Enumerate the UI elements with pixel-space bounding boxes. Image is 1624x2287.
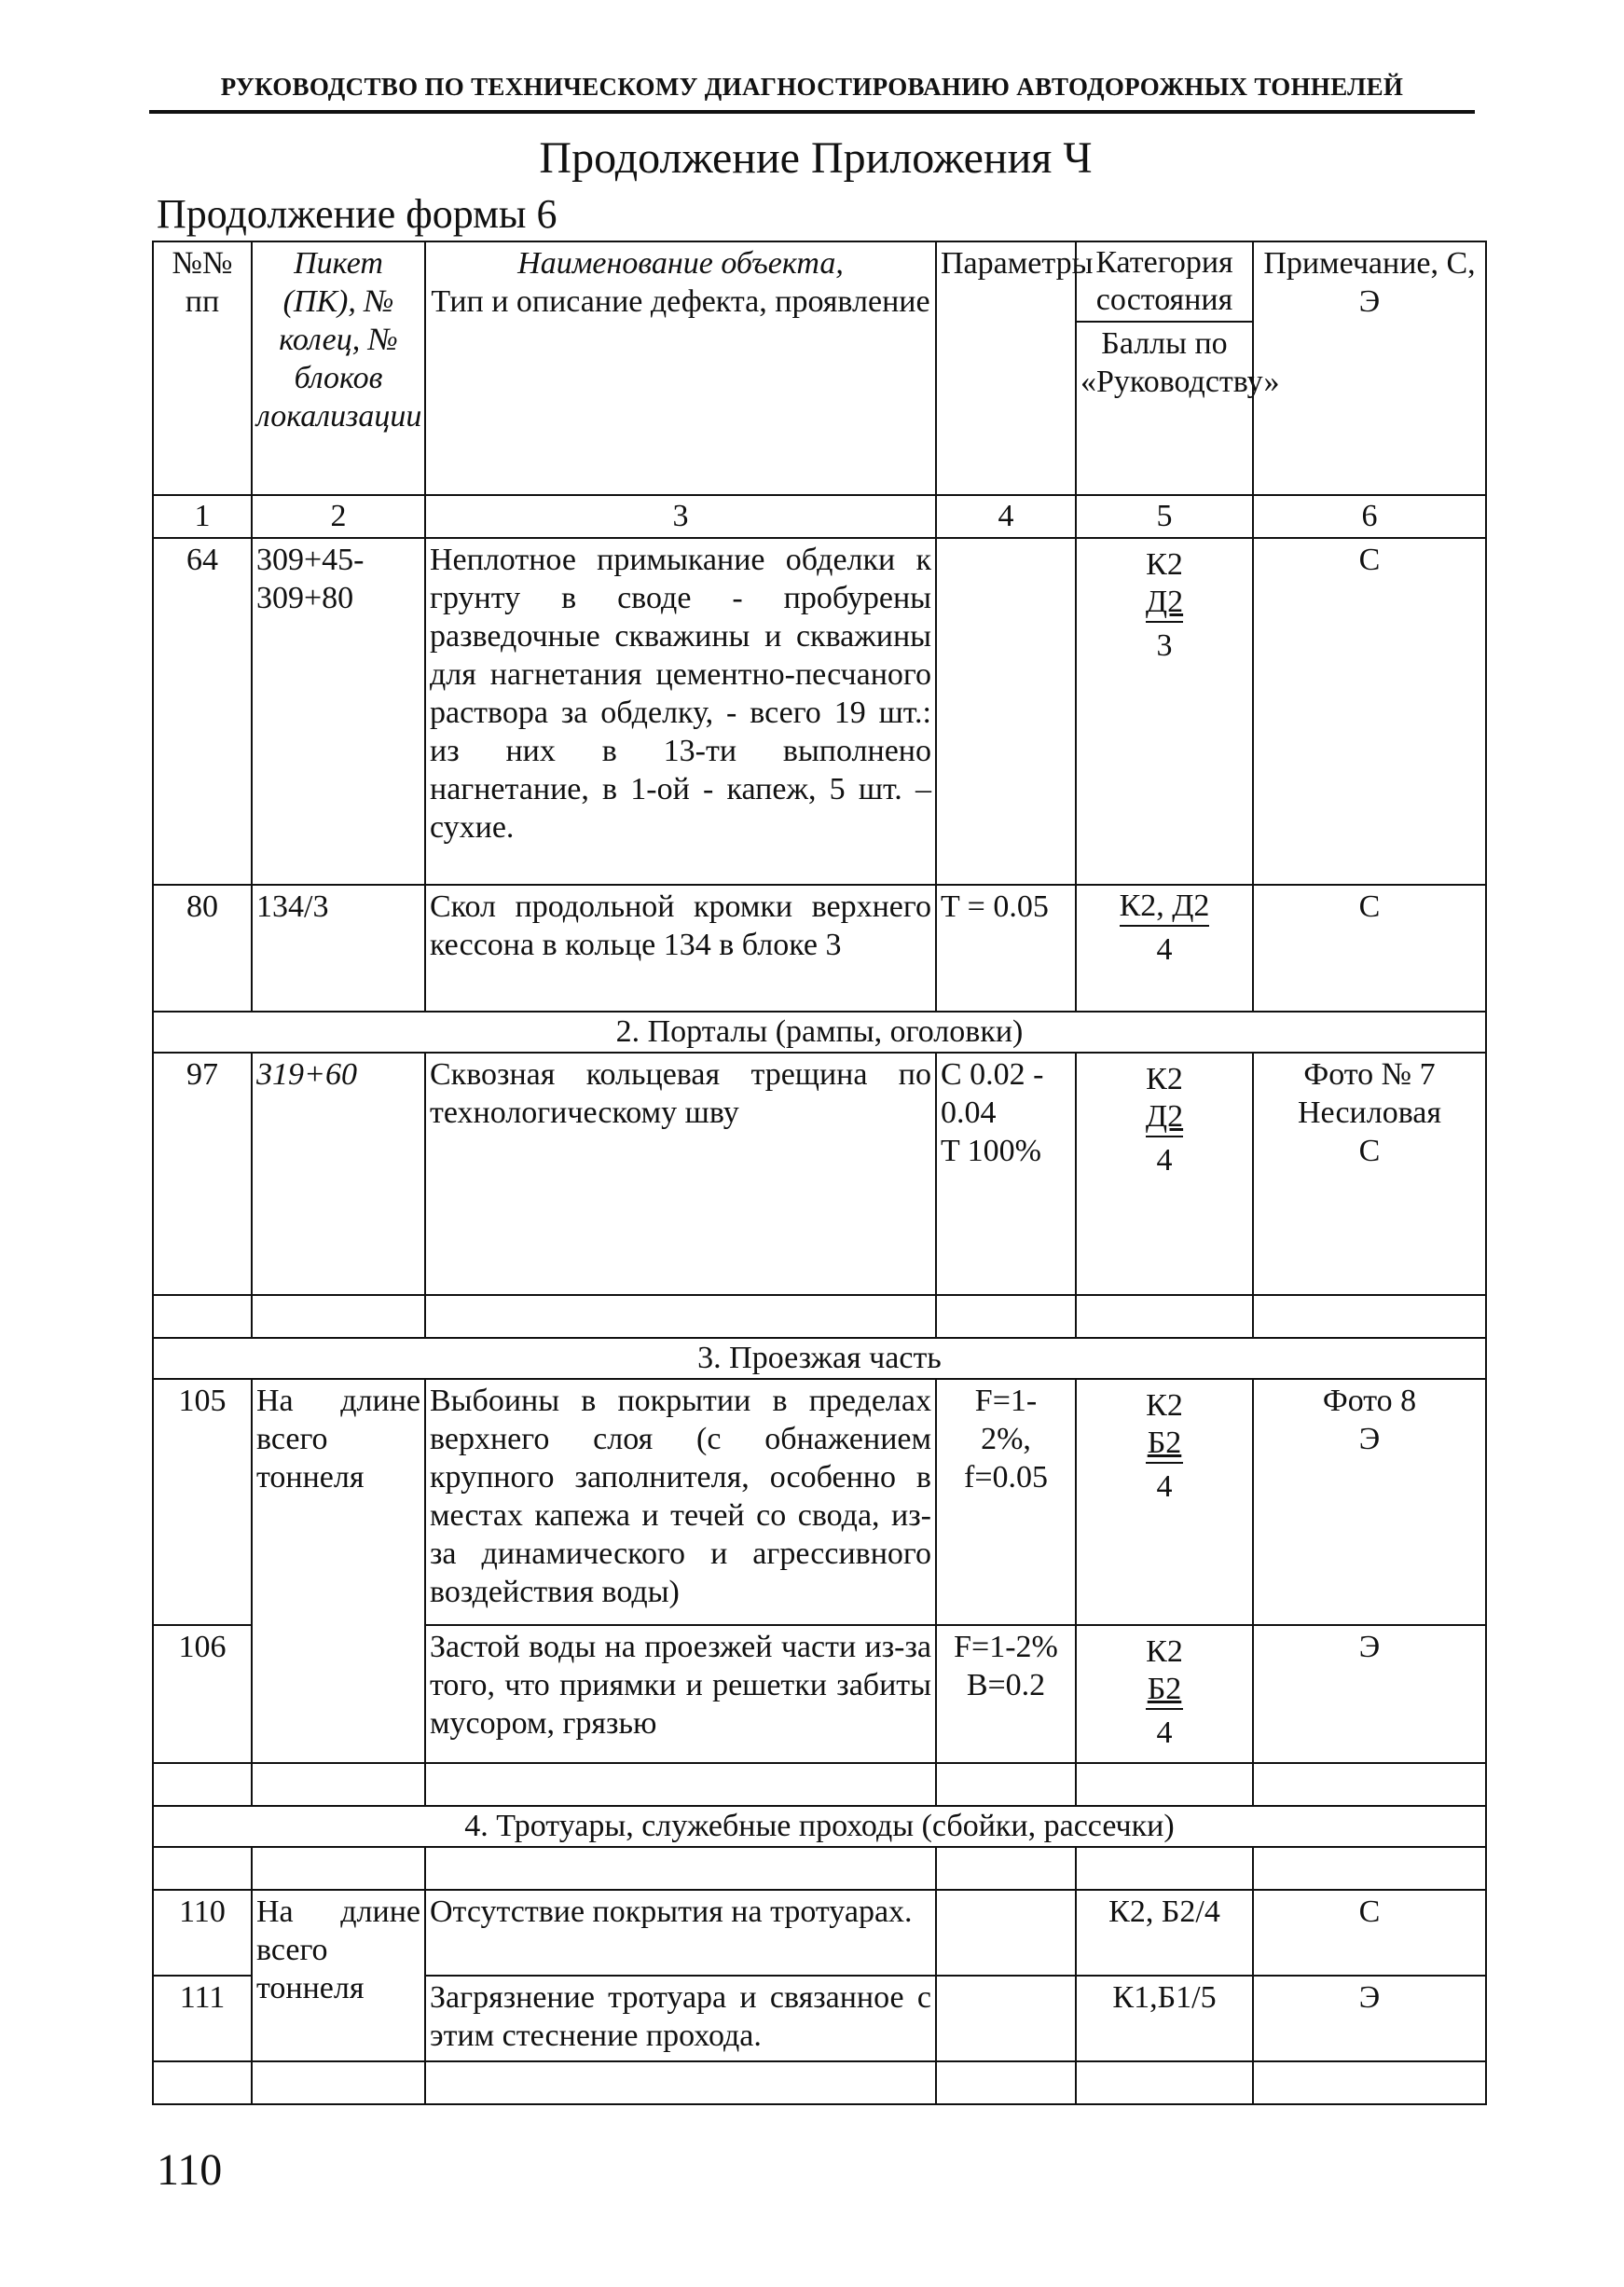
table-header-row [153,241,1486,495]
row-no: 110 [153,1890,252,1976]
param-line: 0.04 [941,1095,997,1130]
row-no: 105 [153,1379,252,1625]
note-line: Несиловая [1297,1095,1442,1130]
param-line: F=1-2% [954,1630,1058,1664]
row-no: 106 [153,1625,252,1763]
page-number: 110 [157,2145,223,2195]
header-name-italic: Наименование объекта, [517,246,844,281]
table-row [153,885,1486,1012]
section-row-roadway [153,1338,1486,1379]
param-line: f=0.05 [964,1460,1048,1495]
category-points: 4 [1146,1462,1183,1507]
table-row [153,538,1486,885]
category-points: 3 [1146,621,1183,666]
appendix-title: Продолжение Приложения Ч [539,133,1093,183]
empty-row [153,1847,1486,1890]
row-picket: На длине всего тоннеля [252,1890,425,2061]
row-no: 64 [153,538,252,885]
row-no: 80 [153,885,252,1012]
column-number-row [153,495,1486,538]
row-params [936,538,1076,885]
row-no: 97 [153,1053,252,1295]
column-number: 3 [425,495,936,538]
row-params [936,1053,1076,1295]
form-title: Продолжение формы 6 [157,191,557,237]
param-line: B=0.2 [966,1668,1046,1702]
header-rule [149,110,1475,114]
row-note: С [1253,538,1486,885]
row-params [936,1625,1076,1763]
defects-table [152,241,1487,2105]
row-note [1253,1053,1486,1295]
category-fraction [1146,546,1183,666]
note-line: Фото № 7 [1303,1057,1436,1092]
row-description: Сквозная кольцевая трещина по технологическому шву [425,1053,936,1295]
row-picket: 134/3 [252,885,425,1012]
note-line: С [1358,1134,1381,1168]
row-category: К1,Б1/5 [1076,1976,1253,2061]
row-description: Выбоины в покрытии в пределах верхнего слоя (с обнажением крупного заполнителя, особенно в местах капежа и течей со свода, из-за динамического и агрессивного воздействия воды) [425,1379,936,1625]
note-line: Фото 8 [1322,1384,1417,1418]
section-title: 3. Проезжая часть [153,1338,1486,1379]
header-points-label: Баллы по «Руководству» [1080,326,1280,399]
header-note: Примечание, С, Э [1253,241,1486,495]
category-code: К2 [1146,547,1183,582]
header-category [1076,241,1280,495]
row-params [936,1890,1076,1976]
row-picket: 309+45-309+80 [252,538,425,885]
param-line: F=1- [974,1384,1038,1418]
row-note: Э [1253,1625,1486,1763]
table-row [153,1890,1486,1976]
category-subcode: Д2 [1145,585,1184,619]
column-number: 6 [1253,495,1486,538]
category-fraction [1120,888,1210,970]
header-no: №№ пп [153,241,252,495]
row-category [1076,1625,1253,1763]
row-params [936,1379,1076,1625]
header-params: Параметры [936,241,1076,495]
category-code: К2 [1146,1062,1183,1096]
row-category [1076,1053,1253,1295]
category-subcode: Б2 [1147,1672,1182,1706]
row-params: T = 0.05 [936,885,1076,1012]
column-number: 1 [153,495,252,538]
empty-row [153,1295,1486,1338]
row-picket: На длине всего тоннеля [252,1379,425,1763]
header-category-label: Категория состояния [1095,245,1233,317]
row-description: Загрязнение тротуара и связанное с этим стеснение прохода. [425,1976,936,2061]
param-line: 2%, [981,1422,1031,1456]
category-code: К2 [1146,1634,1183,1669]
row-category [1076,538,1253,885]
category-code: К2 [1146,1388,1183,1423]
table-row [153,1053,1486,1295]
table-row [153,1379,1486,1625]
category-points: 4 [1146,1708,1183,1753]
row-description: Неплотное примыкание обделки к грунту в своде - пробурены разведочные скважины и скважины для нагнетания цементно-песчаного раствора за обделку, - всего 19 шт.: из них в 13-ти выполнено нагнетание, в 1-ой - капеж, 5 шт. – сухие. [425,538,936,885]
running-header: РУКОВОДСТВО ПО ТЕХНИЧЕСКОМУ ДИАГНОСТИРОВАНИЮ АВТОДОРОЖНЫХ ТОННЕЛЕЙ [220,73,1404,101]
header-category-divider [1077,321,1252,323]
category-fraction [1146,1633,1183,1753]
row-note: С [1253,885,1486,1012]
param-line: C 0.02 - [941,1057,1044,1092]
section-title: 2. Порталы (рампы, оголовки) [153,1012,1486,1053]
section-title: 4. Тротуары, служебные проходы (сбойки, рассечки) [153,1806,1486,1847]
row-description: Скол продольной кромки верхнего кессона в кольце 134 в блоке 3 [425,885,936,1012]
section-row-sidewalks [153,1806,1486,1847]
row-category: К2, Б2/4 [1076,1890,1253,1976]
row-category [1076,1379,1253,1625]
row-params [936,1976,1076,2061]
category-fraction [1146,1061,1183,1180]
category-points: 4 [1120,925,1210,970]
section-row-portals [153,1012,1486,1053]
header-name [425,241,936,495]
row-picket: 319+60 [252,1053,425,1295]
note-line: Э [1358,1422,1381,1456]
category-subcode: Д2 [1145,1099,1184,1134]
header-name-rest: Тип и описание дефекта, проявление [431,284,930,319]
column-number: 2 [252,495,425,538]
row-note: Э [1253,1976,1486,2061]
row-description: Отсутствие покрытия на тротуарах. [425,1890,936,1976]
category-points: 4 [1146,1136,1183,1180]
category-code: К2, Д2 [1119,889,1210,923]
param-line: T 100% [941,1134,1041,1168]
category-subcode: Б2 [1147,1426,1182,1460]
row-category [1076,885,1253,1012]
empty-row [153,1763,1486,1806]
row-description: Застой воды на проезжей части из-за того, что приямки и решетки забиты мусором, грязью [425,1625,936,1763]
row-note: С [1253,1890,1486,1976]
column-number: 4 [936,495,1076,538]
row-note [1253,1379,1486,1625]
empty-row [153,2061,1486,2104]
column-number: 5 [1076,495,1253,538]
row-no: 111 [153,1976,252,2061]
category-fraction [1146,1387,1183,1507]
header-picket: Пикет (ПК), № колец, № блоков локализации [252,241,425,495]
